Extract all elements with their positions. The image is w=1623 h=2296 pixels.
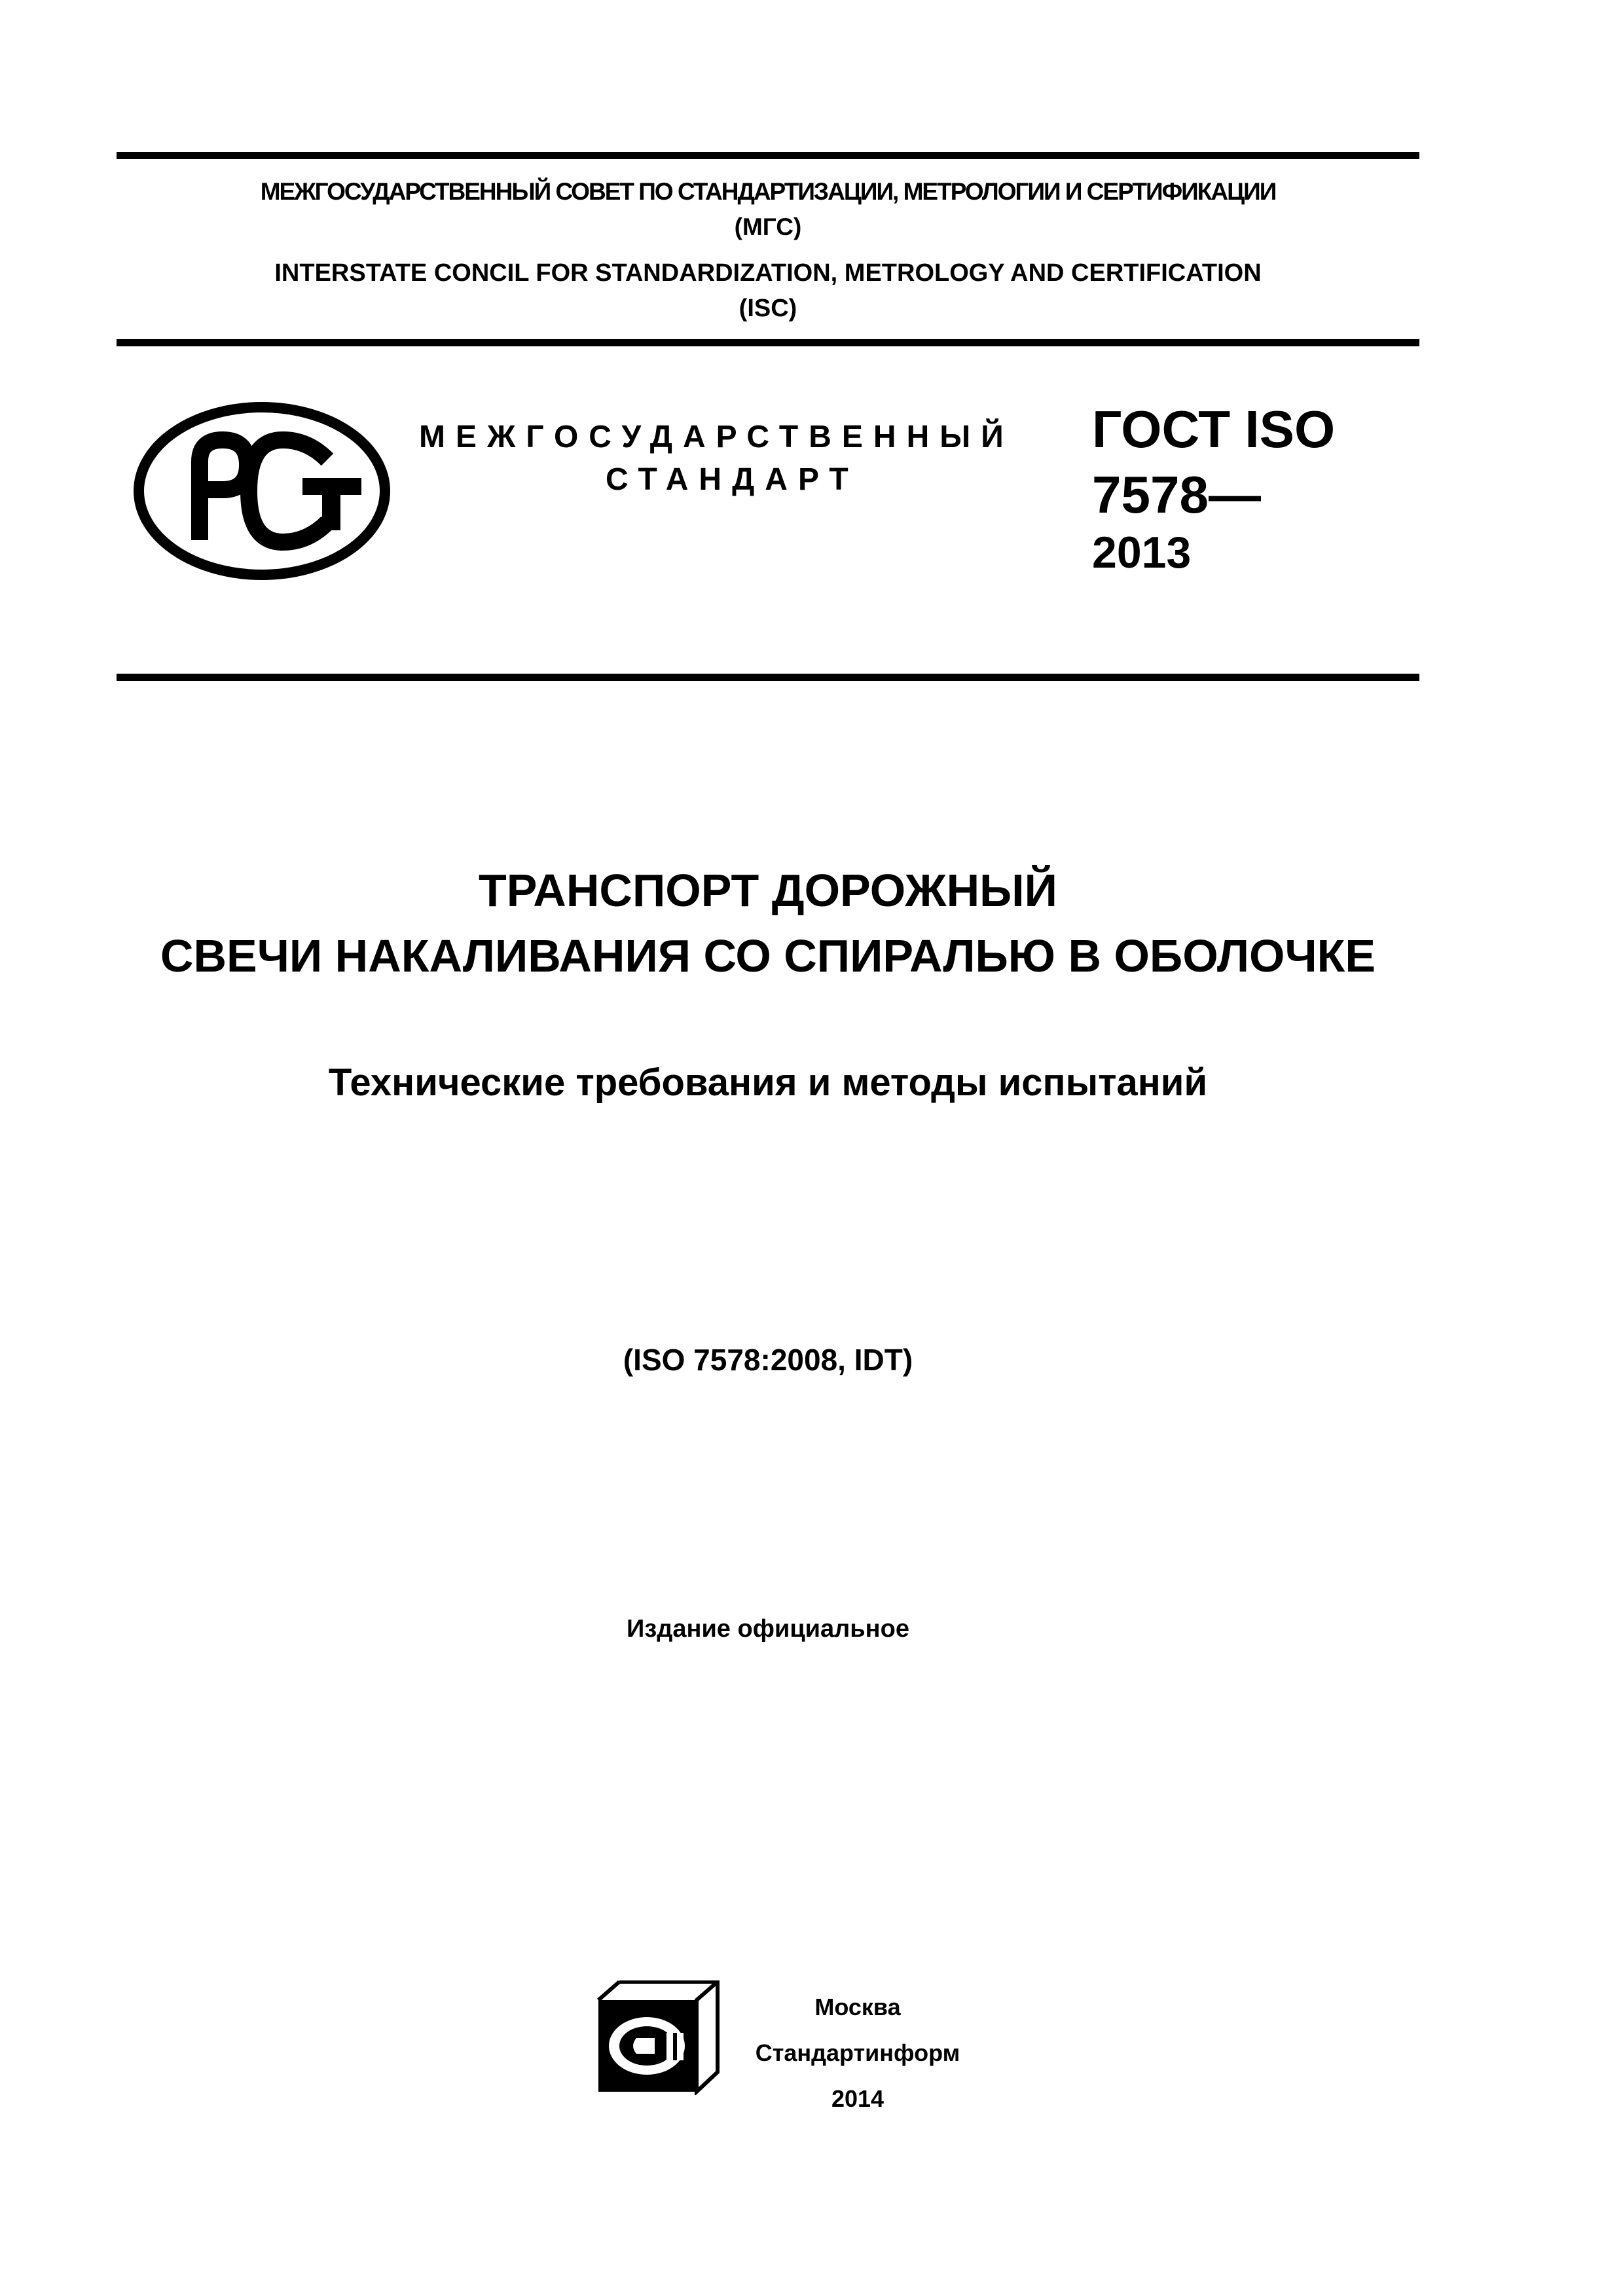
rst-logo: [131, 399, 393, 583]
document-subtitle: Технические требования и методы испытаний: [328, 1061, 1208, 1104]
standartinform-logo: [596, 1980, 720, 2095]
publication-year: 2014: [831, 2085, 884, 2112]
document-title-line-1: ТРАНСПОРТ ДОРОЖНЫЙ: [479, 865, 1057, 916]
standard-block-bottom-rule: [117, 674, 1419, 681]
document-title-line-2: СВЕЧИ НАКАЛИВАНИЯ СО СПИРАЛЬЮ В ОБОЛОЧКЕ: [160, 930, 1376, 981]
council-abbr-ru: (МГС): [734, 213, 802, 240]
header-bottom-rule: [117, 339, 1419, 346]
edition-note: Издание официальное: [627, 1615, 909, 1643]
publisher-city: Москва: [814, 1994, 901, 2020]
standard-label: СТАНДАРТ: [606, 462, 859, 497]
council-name-en: INTERSTATE CONCIL FOR STANDARDIZATION, METROLOGY AND CERTIFICATION: [274, 259, 1262, 287]
council-abbr-en: (ISC): [739, 295, 797, 322]
top-rule: [117, 152, 1419, 159]
gost-line-2: 7578—: [1092, 465, 1261, 524]
iso-reference: (ISO 7578:2008, IDT): [623, 1343, 913, 1377]
gost-year: 2013: [1092, 528, 1192, 577]
gost-line-1: ГОСТ ISO: [1092, 400, 1336, 458]
interstate-label: МЕЖГОСУДАРСТВЕННЫЙ: [419, 420, 1014, 454]
council-name-ru: МЕЖГОСУДАРСТВЕННЫЙ СОВЕТ ПО СТАНДАРТИЗАЦИИ, МЕТРОЛОГИИ И СЕРТИФИКАЦИИ: [260, 178, 1276, 205]
publisher-name: Стандартинформ: [755, 2039, 960, 2066]
gost-designation: [1092, 397, 1400, 528]
